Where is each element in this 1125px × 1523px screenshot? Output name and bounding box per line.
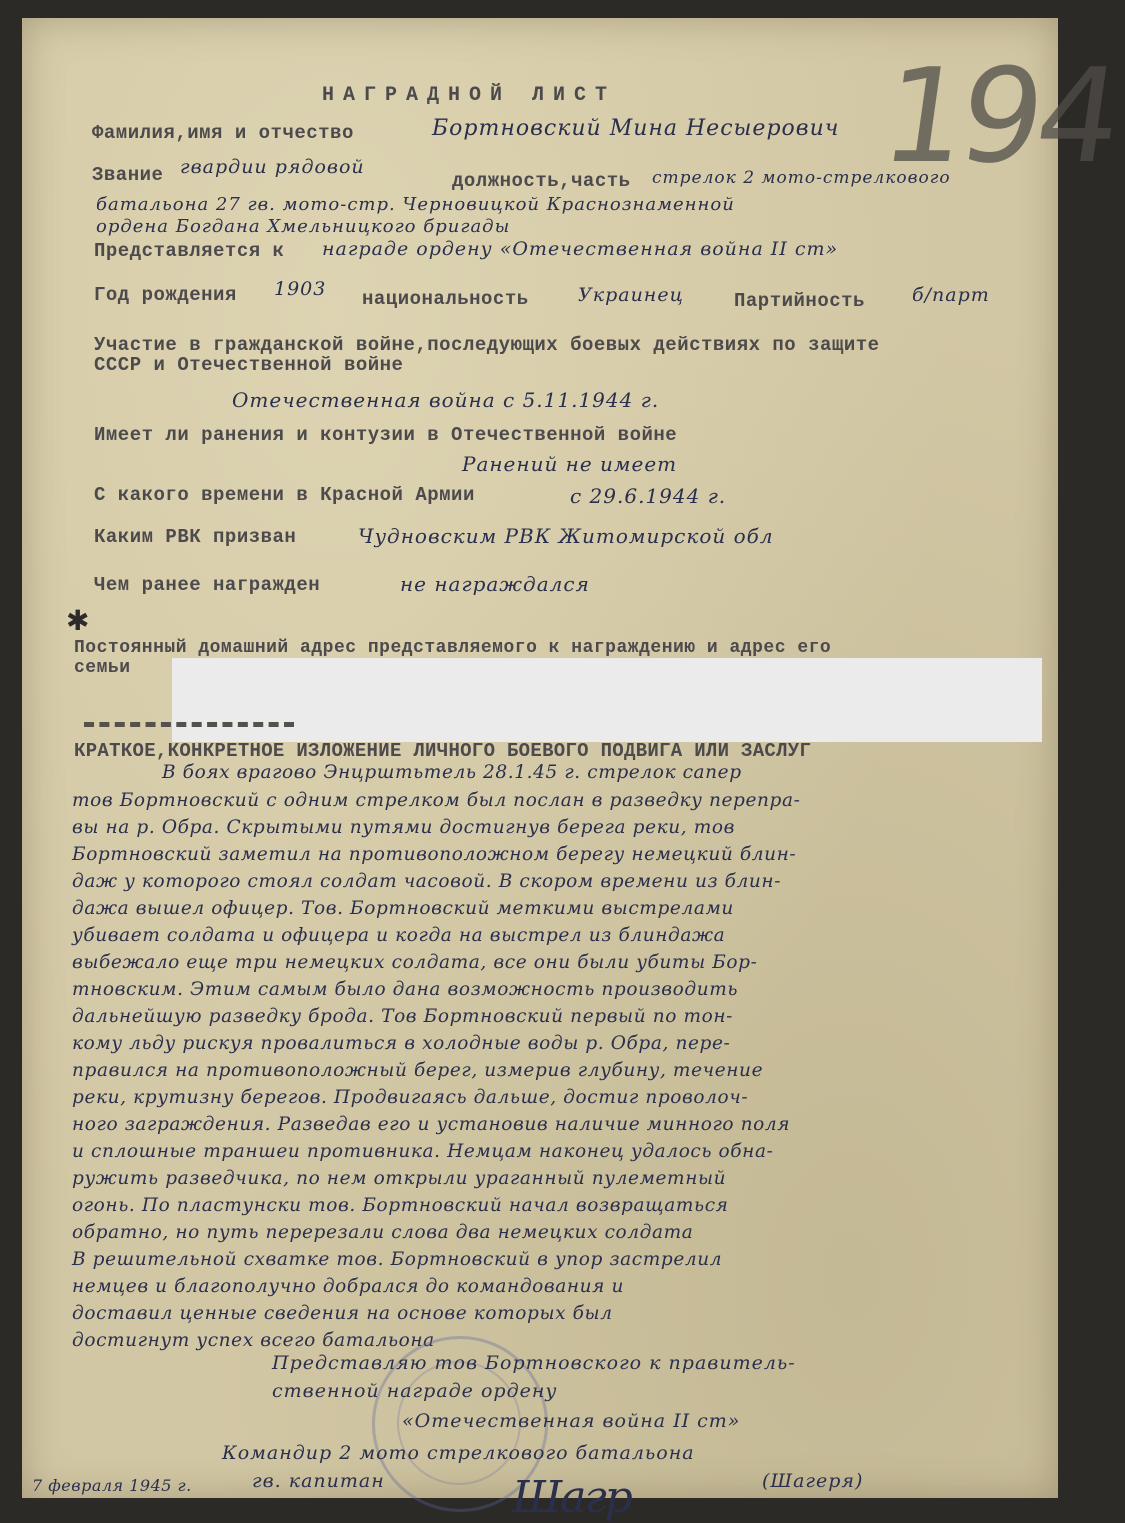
narrative-line: тновским. Этим самым было дана возможность производить xyxy=(72,979,739,1000)
civil-war-label-2: СССР и Отечественной войне xyxy=(94,354,404,376)
narrative-line: кому льду рискуя провалиться в холодные воды р. Обра, пере- xyxy=(72,1033,731,1054)
nominated-value: награде ордену «Отечественная война II ст» xyxy=(322,238,839,260)
narrative-line: и сплошные траншеи противника. Немцам наконец удалось обна- xyxy=(72,1141,774,1162)
position-value-3: ордена Богдана Хмельницкого бригады xyxy=(96,216,511,237)
separator-line xyxy=(84,722,294,732)
narrative-line: В боях врагово Энцрштьтель 28.1.45 г. стрелок сапер xyxy=(162,762,742,783)
summary-heading: КРАТКОЕ,КОНКРЕТНОЕ ИЗЛОЖЕНИЕ ЛИЧНОГО БОЕВОГО ПОДВИГА ИЛИ ЗАСЛУГ xyxy=(74,740,812,762)
narrative-line: правился на противоположный берег, измерив глубину, течение xyxy=(72,1060,764,1081)
nationality-label: национальность xyxy=(362,288,529,310)
narrative-line: дальнейшую разведку брода. Тов Бортновский первый по тон- xyxy=(72,1006,733,1027)
rvk-label: Каким РВК призван xyxy=(94,526,297,548)
wounds-label: Имеет ли ранения и контузии в Отечественной войне xyxy=(94,424,678,446)
narrative-line: убивает солдата и офицера и когда на выстрел из блиндажа xyxy=(72,925,726,946)
document-date: 7 февраля 1945 г. xyxy=(32,1476,192,1495)
nominated-label: Представляется к xyxy=(94,240,285,262)
rvk-value: Чудновским РВК Житомирской обл xyxy=(358,524,774,548)
civil-war-value: Отечественная война с 5.11.1944 г. xyxy=(232,388,660,412)
party-value: б/парт xyxy=(912,284,990,306)
petition-line-3: «Отечественная война II ст» xyxy=(402,1410,741,1432)
rank-label: Звание xyxy=(92,164,164,186)
name-value: Бортновский Мина Несыерович xyxy=(432,116,840,141)
narrative-line: реки, крутизну берегов. Продвигаясь дальше, достиг проволоч- xyxy=(72,1087,749,1108)
page-title: НАГРАДНОЙ ЛИСТ xyxy=(322,84,617,107)
position-label: должность,часть xyxy=(452,170,631,192)
position-value-1: стрелок 2 мото-стрелкового xyxy=(652,168,951,188)
narrative-line: ружить разведчика, по нем открыли ураганный пулеметный xyxy=(72,1168,727,1189)
redacted-address xyxy=(172,658,1042,742)
narrative-line: немцев и благополучно добрался до командования и xyxy=(72,1276,625,1297)
narrative-line: В решительной схватке тов. Бортновский в упор застрелил xyxy=(72,1249,723,1270)
nationality-value: Украинец xyxy=(578,284,684,306)
narrative-line: ного заграждения. Разведав его и установив наличие минного поля xyxy=(72,1114,791,1135)
petition-line-1: Представляю тов Бортновского к правитель- xyxy=(272,1352,796,1374)
address-label-1: Постоянный домашний адрес представляемого к награждению и адрес его xyxy=(74,638,832,658)
name-label: Фамилия,имя и отчество xyxy=(92,122,354,144)
prev-value: не награждался xyxy=(400,572,590,596)
narrative-line: доставил ценные сведения на основе которых был xyxy=(72,1303,613,1324)
narrative-line: достигнут успех всего батальона xyxy=(72,1330,435,1351)
rank-value: гвардии рядовой xyxy=(180,156,365,178)
commander-line-1: Командир 2 мото стрелкового батальона xyxy=(222,1442,695,1464)
wounds-value: Ранений не имеет xyxy=(462,452,678,476)
petition-line-2: ственной награде ордену xyxy=(272,1380,558,1402)
narrative-line: выбежало еще три немецких солдата, все они были убиты Бор- xyxy=(72,952,758,973)
narrative-line: тов Бортновский с одним стрелком был послан в разведку перепра- xyxy=(72,790,801,811)
commander-name: (Шагеря) xyxy=(762,1470,864,1492)
narrative-line: дажа вышел офицер. Тов. Бортновский меткими выстрелами xyxy=(72,898,734,919)
birth-value: 1903 xyxy=(274,278,327,300)
position-value-2: батальона 27 гв. мото-стр. Черновицкой Краснознаменной xyxy=(96,194,735,215)
narrative-line: огонь. По пластунски тов. Бортновский начал возвращаться xyxy=(72,1195,729,1216)
award-sheet xyxy=(22,18,1125,1523)
narrative-line: Бортновский заметил на противоположном берегу немецкий блин- xyxy=(72,844,797,865)
since-label: С какого времени в Красной Армии xyxy=(94,484,475,506)
prev-label: Чем ранее награжден xyxy=(94,574,321,596)
commander-signature: Шагр xyxy=(512,1472,631,1523)
narrative-line: обратно, но путь перерезали слова два немецких солдата xyxy=(72,1222,694,1243)
star-icon: ✱ xyxy=(66,604,90,637)
address-label-2: семьи xyxy=(74,658,131,678)
archive-number: 194 xyxy=(873,40,1125,192)
commander-line-2: гв. капитан xyxy=(252,1470,385,1492)
since-value: с 29.6.1944 г. xyxy=(570,484,727,508)
narrative-line: даж у которого стоял солдат часовой. В скором времени из блин- xyxy=(72,871,782,892)
civil-war-label-1: Участие в гражданской войне,последующих боевых действиях по защите xyxy=(94,334,880,356)
narrative-line: вы на р. Обра. Скрытыми путями достигнув берега реки, тов xyxy=(72,817,735,838)
birth-label: Год рождения xyxy=(94,284,237,306)
party-label: Партийность xyxy=(734,290,865,312)
